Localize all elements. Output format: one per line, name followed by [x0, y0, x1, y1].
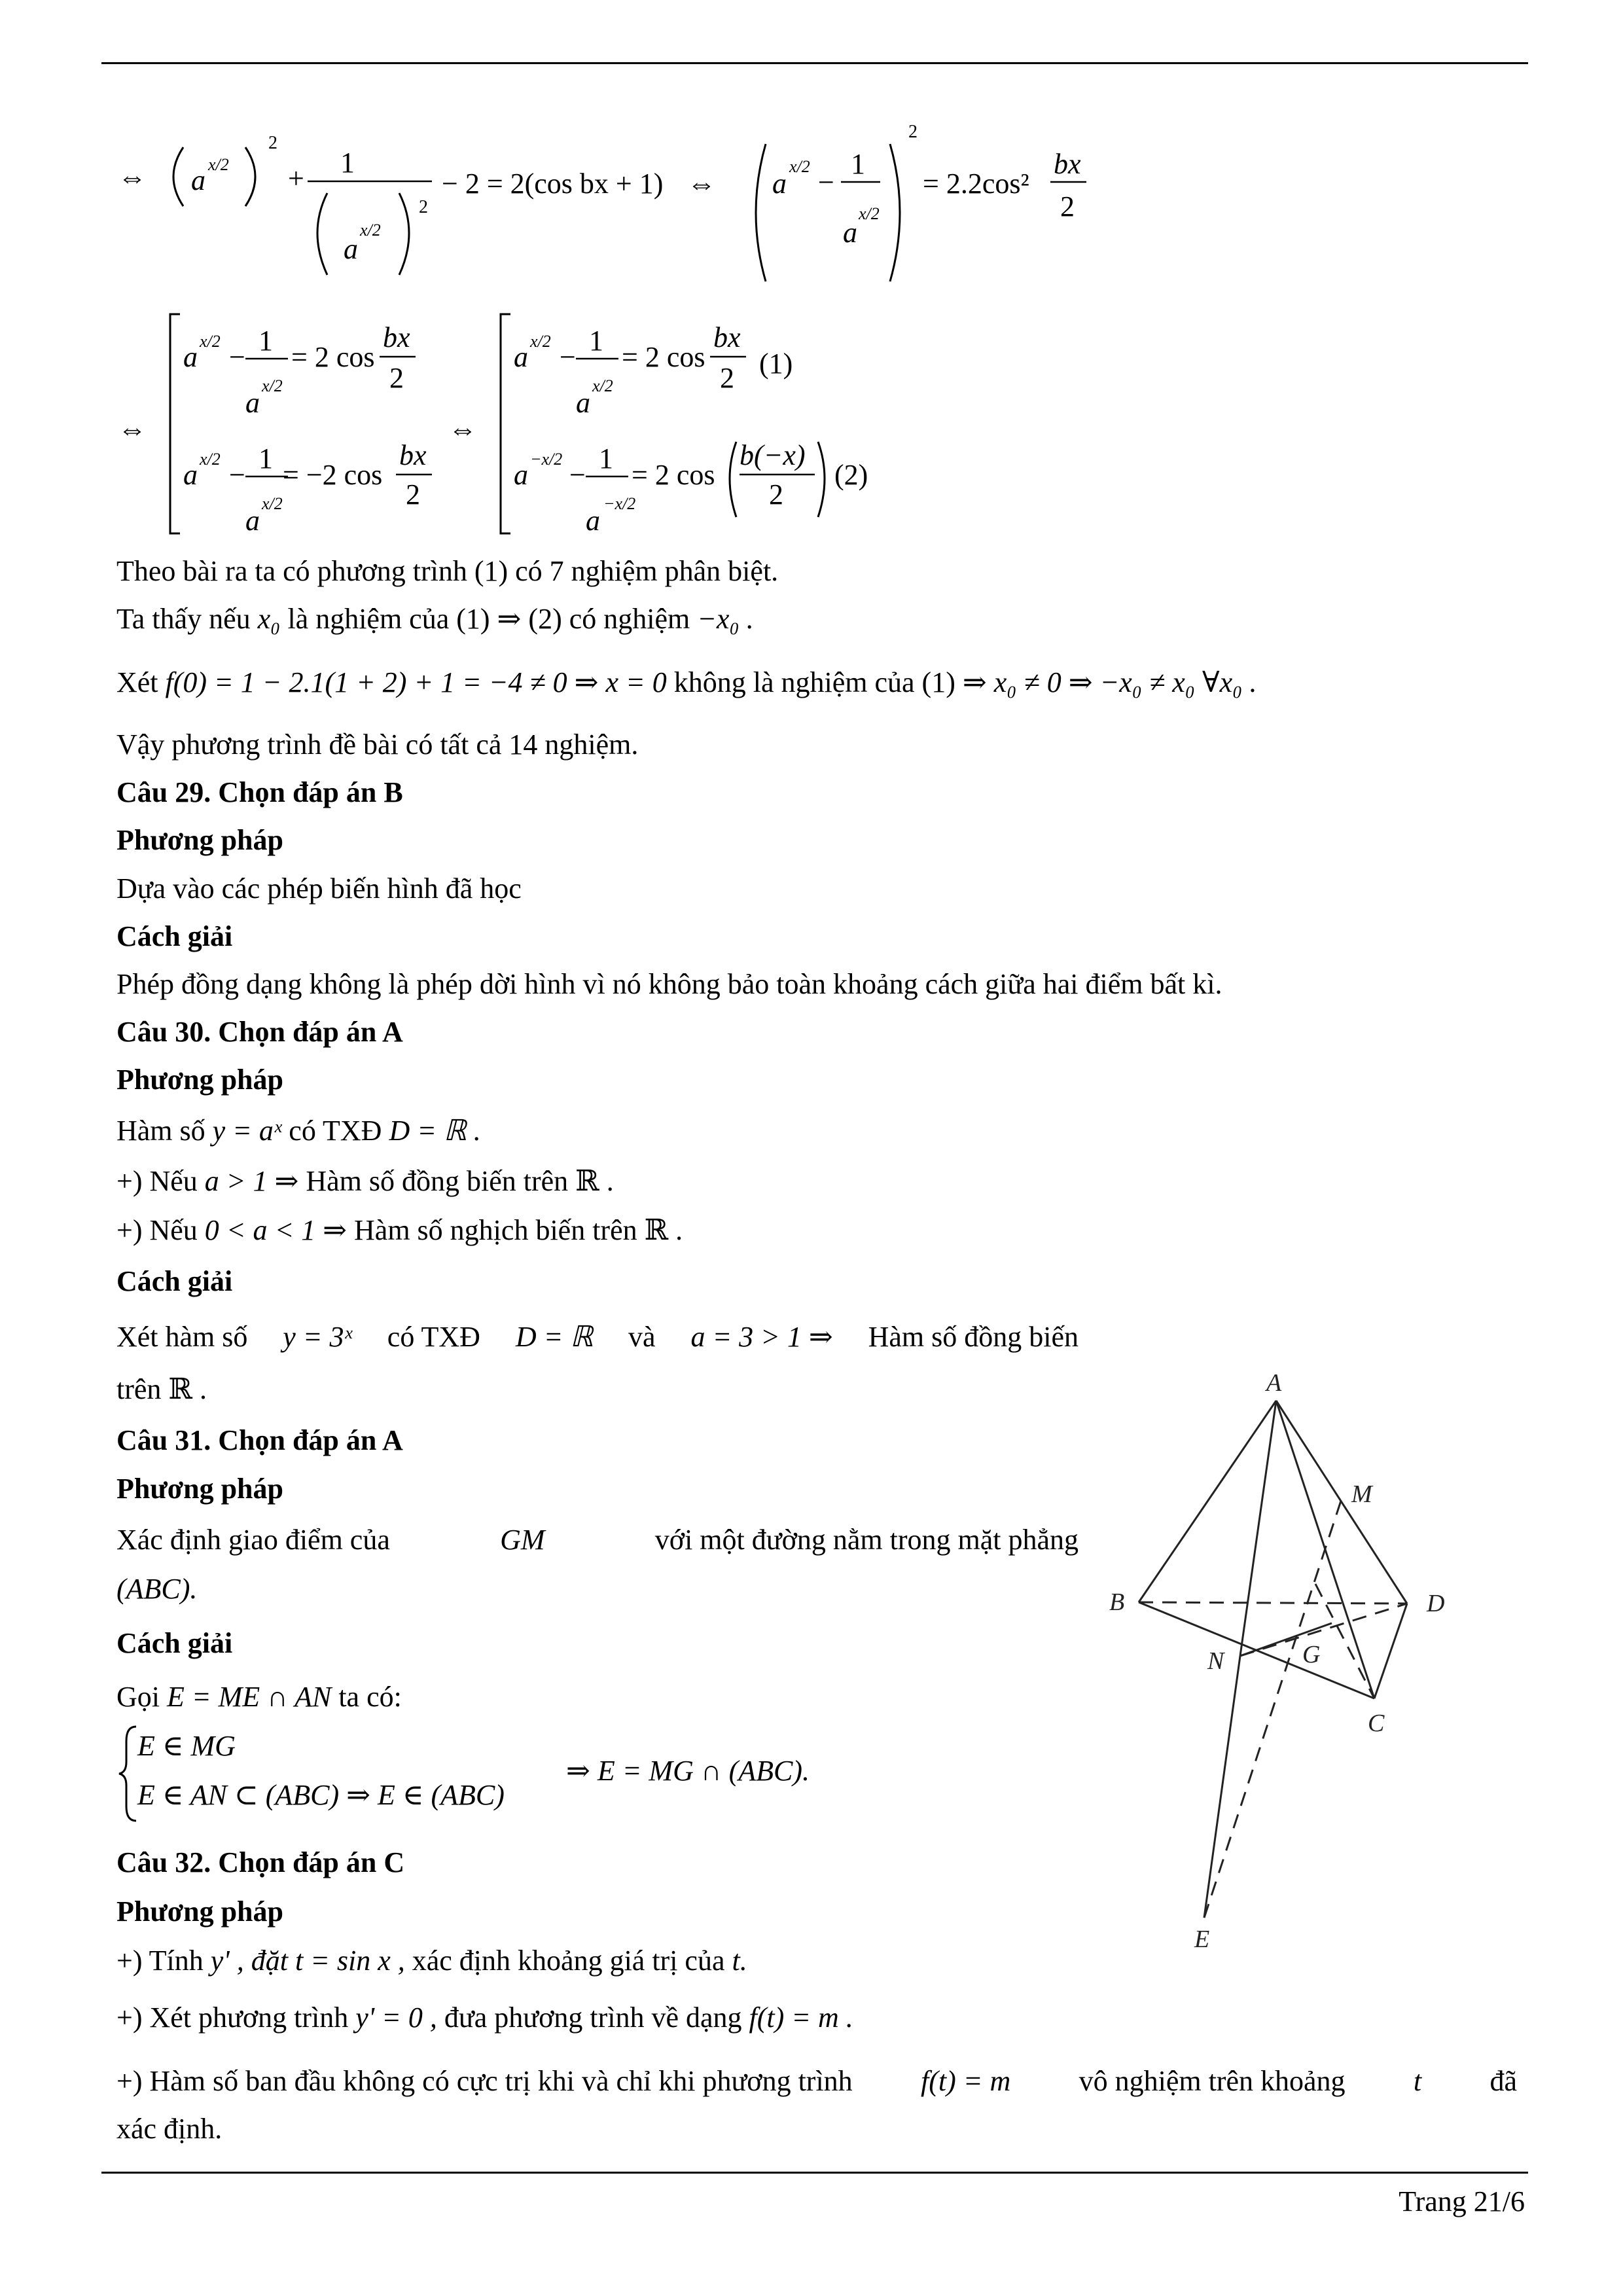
- text-line: Gọi E = ME ∩ AN ta có:: [116, 1681, 402, 1713]
- label-A: A: [1266, 1369, 1282, 1397]
- svg-text:x/2: x/2: [592, 376, 613, 395]
- svg-text:= 2.2cos²: = 2.2cos²: [923, 168, 1029, 200]
- svg-text:a: a: [344, 233, 358, 265]
- svg-text:= 2 cos: = 2 cos: [622, 341, 705, 373]
- label-E: E: [1194, 1926, 1210, 1953]
- question-heading: Câu 31. Chọn đáp án A: [116, 1424, 403, 1456]
- text-line: Xét hàm số y = 3ˣ có TXĐ D = ℝ và a = 3 > 1 ⇒ Hàm số đồng biến: [116, 1321, 1079, 1353]
- text-line: Vậy phương trình đề bài có tất cả 14 nghiệm.: [116, 728, 639, 761]
- text-line: +) Xét phương trình y' = 0 , đưa phương trình về dạng f(t) = m .: [116, 2001, 853, 2034]
- svg-text:bx: bx: [713, 321, 741, 353]
- svg-text:2: 2: [769, 478, 783, 511]
- text-line: Xác định giao điểm của GM với một đường nằm trong mặt phẳng: [116, 1524, 1079, 1556]
- svg-text:a: a: [183, 459, 198, 491]
- svg-text:bx: bx: [383, 321, 410, 353]
- text-line: Hàm số y = aˣ có TXĐ D = ℝ .: [116, 1115, 481, 1147]
- svg-text:−: −: [229, 341, 245, 373]
- svg-text:⇔: ⇔: [687, 168, 716, 200]
- text-line: Xét f(0) = 1 − 2.1(1 + 2) + 1 = −4 ≠ 0 ⇒ x = 0 không là nghiệm của (1) ⇒ x₀ ≠ 0 ⇒ −x₀ ≠ x₀ ∀x₀ .: [116, 666, 1257, 698]
- svg-text:(1): (1): [759, 348, 793, 380]
- section-heading: Phương pháp: [116, 1895, 283, 1928]
- text-line: E ∈ AN ⊂ (ABC) ⇒ E ∈ (ABC): [137, 1779, 505, 1811]
- svg-text:x/2: x/2: [360, 221, 381, 240]
- svg-text:a: a: [514, 459, 528, 491]
- svg-text:2: 2: [389, 362, 404, 394]
- svg-text:a: a: [191, 164, 205, 196]
- svg-text:1: 1: [851, 148, 865, 180]
- label-D: D: [1427, 1590, 1445, 1617]
- header-rule: [101, 62, 1528, 64]
- text-line: +) Hàm số ban đầu không có cực trị khi và chỉ khi phương trình f(t) = m vô nghiệm trên khoảng t đã: [116, 2065, 1517, 2097]
- svg-text:−: −: [818, 166, 834, 198]
- svg-text:x/2: x/2: [859, 204, 880, 223]
- footer-rule: [101, 2172, 1528, 2174]
- svg-text:⇔: ⇔: [118, 413, 147, 445]
- svg-text:1: 1: [599, 442, 613, 475]
- label-B: B: [1109, 1588, 1125, 1616]
- svg-text:= 2 cos: = 2 cos: [632, 459, 715, 491]
- svg-text:1: 1: [340, 147, 355, 179]
- svg-text:− 2 = 2(cos bx + 1): − 2 = 2(cos bx + 1): [442, 168, 664, 200]
- svg-text:x/2: x/2: [530, 332, 551, 351]
- section-heading: Cách giải: [116, 1627, 233, 1659]
- svg-text:2: 2: [720, 362, 734, 394]
- section-heading: Phương pháp: [116, 824, 283, 856]
- svg-text:= −2 cos: = −2 cos: [283, 459, 383, 491]
- section-heading: Phương pháp: [116, 1473, 283, 1505]
- svg-text:x/2: x/2: [262, 494, 283, 513]
- label-C: C: [1368, 1710, 1385, 1737]
- text-line: E ∈ MG: [137, 1730, 236, 1762]
- svg-text:−x/2: −x/2: [530, 450, 563, 469]
- equation-2: [111, 308, 962, 543]
- text-line: +) Nếu 0 < a < 1 ⇒ Hàm số nghịch biến trên ℝ .: [116, 1214, 683, 1246]
- text-line: +) Tính y' , đặt t = sin x , xác định khoảng giá trị của t.: [116, 1945, 747, 1977]
- tetrahedron-figure: [1086, 1355, 1505, 1957]
- svg-text:1: 1: [589, 325, 603, 357]
- svg-text:x/2: x/2: [200, 450, 221, 469]
- iff-symbol: ⇔: [118, 161, 147, 193]
- section-heading: Phương pháp: [116, 1064, 283, 1096]
- svg-text:(2): (2): [834, 459, 868, 491]
- question-heading: Câu 30. Chọn đáp án A: [116, 1016, 403, 1048]
- label-G: G: [1302, 1641, 1321, 1668]
- svg-text:a: a: [772, 168, 787, 200]
- svg-text:+: +: [288, 162, 304, 194]
- svg-text:⇔: ⇔: [448, 413, 477, 445]
- equation-1: [111, 108, 1081, 291]
- question-heading: Câu 29. Chọn đáp án B: [116, 776, 403, 808]
- svg-text:−x/2: −x/2: [603, 494, 636, 513]
- question-heading: Câu 32. Chọn đáp án C: [116, 1846, 405, 1878]
- svg-text:a: a: [576, 387, 590, 419]
- svg-text:bx: bx: [399, 439, 427, 471]
- text-line: +) Nếu a > 1 ⇒ Hàm số đồng biến trên ℝ .: [116, 1165, 614, 1197]
- svg-text:a: a: [183, 341, 198, 373]
- section-heading: Cách giải: [116, 1265, 233, 1297]
- svg-text:2: 2: [406, 478, 420, 511]
- text-line: Theo bài ra ta có phương trình (1) có 7 nghiệm phân biệt.: [116, 555, 779, 587]
- svg-text:2: 2: [1060, 190, 1075, 223]
- svg-text:a: a: [843, 217, 857, 249]
- svg-text:= 2 cos: = 2 cos: [291, 341, 375, 373]
- svg-text:x/2: x/2: [789, 157, 810, 176]
- svg-text:a: a: [245, 387, 260, 419]
- svg-text:a: a: [245, 505, 260, 537]
- svg-text:bx: bx: [1054, 148, 1081, 180]
- svg-text:−: −: [560, 341, 576, 373]
- text-line: trên ℝ .: [116, 1373, 207, 1405]
- svg-text:1: 1: [259, 325, 273, 357]
- text-line: Phép đồng dạng không là phép dời hình vì nó không bảo toàn khoảng cách giữa hai điểm bất kì.: [116, 968, 1222, 1000]
- svg-text:2: 2: [419, 197, 428, 217]
- text-line: xác định.: [116, 2113, 223, 2145]
- page-number: Trang 21/6: [1399, 2185, 1525, 2217]
- svg-text:a: a: [586, 505, 600, 537]
- label-M: M: [1351, 1480, 1372, 1508]
- label-N: N: [1207, 1647, 1224, 1675]
- svg-text:1: 1: [259, 442, 273, 475]
- svg-text:x/2: x/2: [200, 332, 221, 351]
- text-line: Ta thấy nếu x₀ là nghiệm của (1) ⇒ (2) có nghiệm −x₀ .: [116, 603, 754, 635]
- section-heading: Cách giải: [116, 920, 233, 952]
- text-line: Dựa vào các phép biến hình đã học: [116, 872, 522, 905]
- svg-text:−: −: [229, 459, 245, 491]
- text-line: ⇒ E = MG ∩ (ABC).: [566, 1755, 810, 1787]
- svg-text:a: a: [514, 341, 528, 373]
- svg-text:x/2: x/2: [262, 376, 283, 395]
- svg-text:−: −: [569, 459, 586, 491]
- svg-text:2: 2: [268, 133, 277, 153]
- svg-text:x/2: x/2: [208, 155, 229, 174]
- text-line: (ABC).: [116, 1573, 198, 1605]
- svg-text:b(−x): b(−x): [740, 439, 806, 471]
- svg-text:2: 2: [908, 122, 918, 142]
